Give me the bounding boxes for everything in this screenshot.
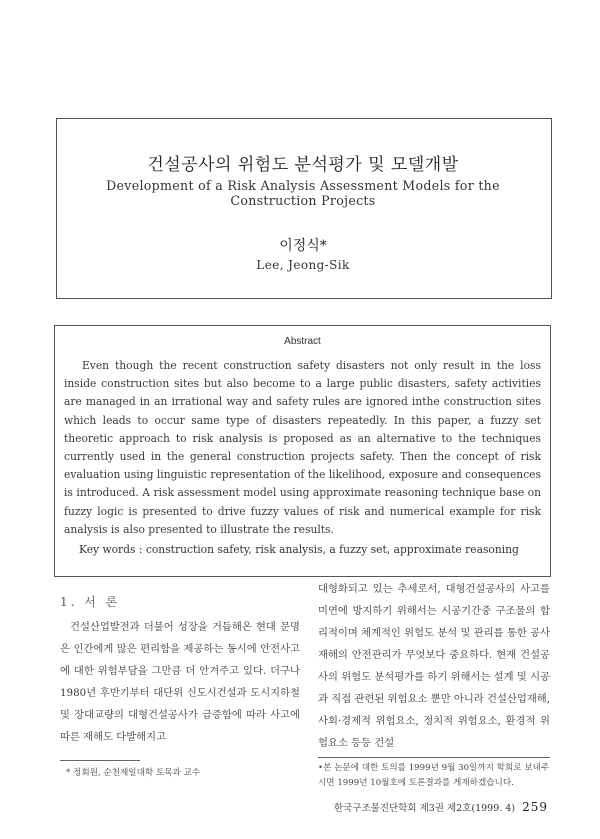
body-text-left-column: 건설산업발전과 더불어 성장을 거듭해온 현대 문명은 인간에게 많은 편리함을 제공하는 동시에 안전사고에 대한 위험부담을 그만큼 더 안겨주고 있다. 더구나 1980년 후반기부터 대단위 신도시건설과 도시지하철 및 장대교량의 대형건설공사가 급증함에 따라 사고에 따른 재해도 다발해지고 xyxy=(60,621,300,743)
page-number: 259 xyxy=(522,800,548,814)
keywords-line xyxy=(79,543,540,556)
abstract-body: Even though the recent construction safety disasters not only result in the loss inside construction sites but also become to a large public disasters, safety activities are managed in an irrational way and safety rules are ignored inthe construction sites which leads to occur same type of disasters repeatedly. In this paper, a fuzzy set theoretic approach to risk analysis is proposed as an alternative to the techniques currently used in the general construction projects safety. Then the concept of risk evaluation using linguistic representation of the likelihood, exposure and consequences is introduced. A risk assessment model using approximate reasoning technique base on fuzzy logic is presented to drive fuzzy values of risk and numerical example for risk analysis is also presented to illustrate the results. xyxy=(64,359,541,536)
paper-title-korean: 건설공사의 위험도 분석평가 및 모델개발 xyxy=(147,155,459,175)
keywords-label: Key words xyxy=(79,543,136,556)
keywords-list: : construction safety, risk analysis, a fuzzy set, approximate reasoning xyxy=(138,543,519,556)
title-frame-top-rule xyxy=(56,118,552,119)
author-name-korean: 이정식* xyxy=(279,238,327,254)
page-footer xyxy=(334,800,548,814)
section-heading-introduction: 1. 서 론 xyxy=(60,595,121,609)
abstract-box xyxy=(54,325,551,577)
title-frame-bottom-rule xyxy=(56,298,552,299)
footnote-discussion-notice: •본 논문에 대한 토의를 1999년 9월 30일까지 학회로 보내주시면 1999년 10월호에 토론결과를 게재하겠습니다. xyxy=(318,763,550,788)
title-frame-left-rule xyxy=(56,118,57,298)
paper-title-english: Development of a Risk Analysis Assessment Models for the Construction Projects xyxy=(106,178,500,208)
title-frame-right-rule xyxy=(551,118,552,298)
author-name-english: Lee, Jeong-Sik xyxy=(256,258,350,272)
footnote-rule-left xyxy=(60,760,140,761)
body-text-right-column: 대형화되고 있는 추세로서, 대형건설공사의 사고를 미연에 방지하기 위해서는 시공기간중 구조물의 합리적이며 체계적인 위험도 분석 및 관리를 통한 공사 재해의 안전관리가 무엇보다 중요하다. 현재 건설공사의 위험도 분석평가를 하기 위해서는 설계 및 시공과 직접 관련된 위험요소 뿐만 아니라 건설산업재해, 사회·경제적 위험요소, 정치적 위험요소, 환경적 위험요소 등등 건설 xyxy=(318,583,550,749)
abstract-heading: Abstract xyxy=(284,336,321,347)
journal-citation: 한국구조물진단학회 제3권 제2호(1999. 4) xyxy=(333,803,516,814)
footnote-rule-right xyxy=(318,757,550,758)
footnote-author-affiliation: * 정회원, 순천제일대학 토목과 교수 xyxy=(66,768,201,778)
